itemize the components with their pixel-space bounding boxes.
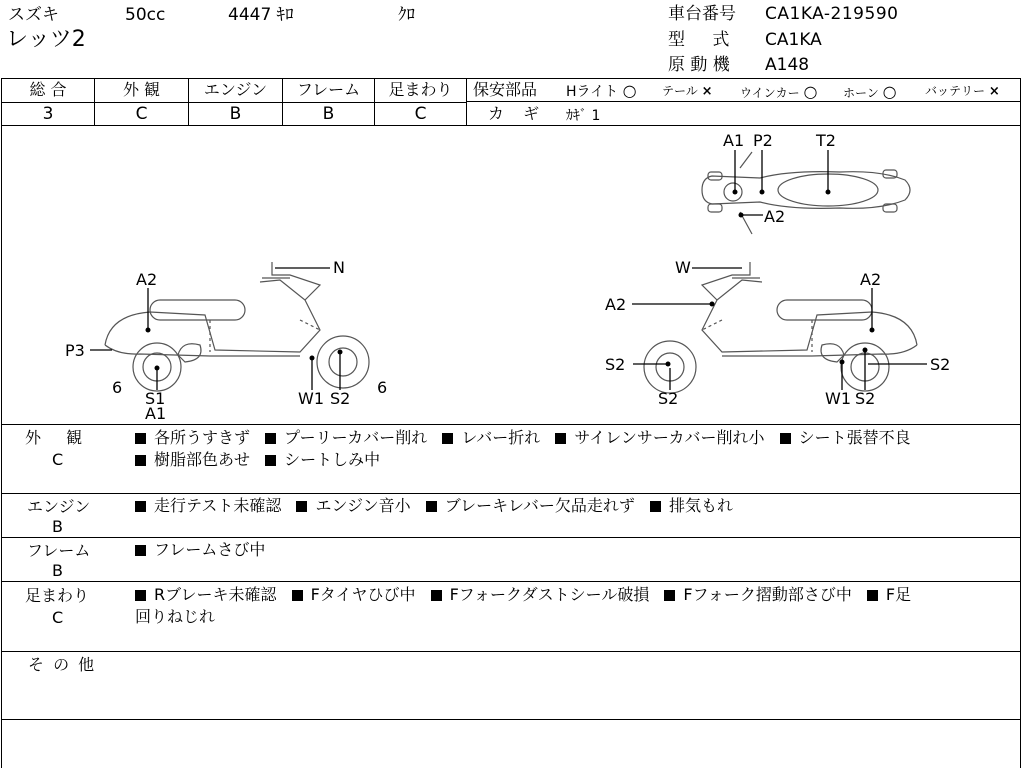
- frame-number-label: 車台番号: [668, 4, 736, 24]
- remark-item: Fフォーク摺動部さび中: [664, 585, 851, 604]
- displacement: 50cc: [125, 5, 166, 25]
- remark-line: [135, 539, 275, 561]
- damage-marker: [739, 213, 744, 218]
- left-leaders: [90, 268, 340, 390]
- label-right-a2-left: A2: [605, 295, 627, 314]
- damage-marker: [666, 362, 671, 367]
- damage-marker: [146, 328, 151, 333]
- divider-remark: [1, 651, 1021, 652]
- grade-header-exterior: 外 観: [122, 80, 161, 99]
- engine-type-label: 原 動 機: [668, 55, 730, 75]
- remark-line: [135, 584, 921, 606]
- label-right-a2-right: A2: [860, 270, 882, 289]
- label-top-a1: A1: [723, 131, 745, 150]
- label-right-s2-left: S2: [605, 355, 626, 374]
- remark-item: 回りねじれ: [135, 607, 216, 626]
- label-right-s2-right: S2: [930, 355, 951, 374]
- remark-item: フレームさび中: [135, 540, 265, 559]
- engine-type-value: A148: [765, 55, 810, 75]
- remark-line: [135, 606, 215, 628]
- grade-value-suspension: C: [414, 104, 427, 124]
- divider-diagram-bottom: [1, 424, 1021, 425]
- remark-item: Rブレーキ未確認: [135, 585, 276, 604]
- divider-remark: [1, 537, 1021, 538]
- remark-grade-engine: B: [52, 517, 63, 536]
- label-left-6-left: 6: [112, 378, 123, 397]
- divider-remark: [1, 719, 1021, 720]
- type-label: 型 式: [668, 30, 730, 50]
- label-left-s2: S2: [330, 389, 351, 408]
- key-value: ｶｷﾞ 1: [566, 108, 601, 124]
- remark-item: シート張替不良: [780, 428, 911, 447]
- remark-grade-frame: B: [52, 561, 63, 580]
- remark-item: F足: [867, 585, 911, 604]
- grade-header-suspension: 足まわり: [388, 80, 453, 99]
- remark-label-exterior: 外 観: [25, 428, 83, 447]
- safety-item-horn: ホーン ○: [843, 82, 897, 101]
- remark-item: サイレンサーカバー削れ小: [555, 428, 764, 447]
- damage-marker: [338, 350, 343, 355]
- damage-marker: [826, 190, 831, 195]
- label-top-t2: T2: [816, 131, 836, 150]
- label-top-a2: A2: [764, 207, 786, 226]
- color: ｸﾛ: [398, 5, 415, 25]
- remark-item: 樹脂部色あせ: [135, 450, 250, 469]
- safety-item-headlight: Hライト ○: [566, 81, 637, 100]
- remark-item: シートしみ中: [265, 450, 380, 469]
- grade-value-overall: 3: [42, 104, 54, 124]
- remark-label-engine: エンジン: [27, 497, 91, 516]
- label-left-s1: S1: [145, 389, 166, 408]
- grade-value-frame: B: [322, 104, 335, 124]
- remark-label-suspension: 足まわり: [25, 586, 90, 605]
- label-left-p3: P3: [65, 341, 85, 360]
- safety-item-tail: テール ×: [662, 84, 713, 99]
- remark-item: 走行テスト未確認: [135, 496, 281, 515]
- divider-remark: [1, 493, 1021, 494]
- damage-marker: [733, 190, 738, 195]
- damage-marker: [310, 356, 315, 361]
- label-right-w: W: [675, 258, 691, 277]
- remark-grade-exterior: C: [52, 450, 64, 469]
- label-right-w1: W1: [825, 389, 851, 408]
- grade-header-overall: 総 合: [29, 80, 67, 99]
- divider-remark: [1, 581, 1021, 582]
- grade-header-engine: エンジン: [203, 80, 268, 99]
- remark-item: 排気もれ: [650, 496, 733, 515]
- damage-marker: [760, 190, 765, 195]
- label-right-s2-mid: S2: [855, 389, 876, 408]
- remark-line: [135, 449, 390, 471]
- remark-item: レバー折れ: [442, 428, 540, 447]
- remark-label-other: そ の 他: [28, 655, 95, 674]
- damage-marker: [840, 360, 845, 365]
- grade-value-engine: B: [229, 104, 242, 124]
- remark-grade-suspension: C: [52, 608, 64, 627]
- label-left-a2: A2: [136, 270, 158, 289]
- label-top-p2: P2: [753, 131, 773, 150]
- key-label: カ ギ: [488, 104, 540, 123]
- damage-marker: [870, 328, 875, 333]
- label-left-w1: W1: [298, 389, 324, 408]
- label-right-s2-bottom: S2: [658, 389, 679, 408]
- remark-label-frame: フレーム: [27, 541, 91, 560]
- grade-header-frame: フレーム: [296, 80, 361, 99]
- safety-label: 保安部品: [473, 80, 538, 99]
- grade-value-exterior: C: [135, 104, 148, 124]
- remark-line: [135, 427, 921, 449]
- right-leaders: [632, 268, 927, 390]
- divider-safety: [467, 101, 1021, 102]
- label-left-a1: A1: [145, 404, 167, 423]
- safety-item-turn-signal: ウインカー ○: [740, 82, 818, 101]
- remark-item: Fタイヤひび中: [292, 585, 416, 604]
- damage-diagram: [0, 126, 1024, 424]
- damage-marker: [863, 348, 868, 353]
- damage-marker: [155, 366, 160, 371]
- remark-item: ブレーキレバー欠品走れず: [426, 496, 635, 515]
- frame-number-value: CA1KA-219590: [765, 4, 899, 24]
- label-left-n: N: [333, 258, 345, 277]
- safety-item-battery: バッテリー ×: [925, 84, 1000, 99]
- remark-item: エンジン音小: [296, 496, 410, 515]
- label-left-6-right: 6: [377, 378, 388, 397]
- remark-line: [135, 495, 743, 517]
- model-name: レッツ2: [6, 27, 86, 52]
- maker: スズキ: [8, 5, 59, 25]
- grade-col-divider: [466, 78, 467, 125]
- damage-marker: [710, 302, 715, 307]
- divider-top: [1, 78, 1021, 79]
- remark-item: プーリーカバー削れ: [265, 428, 427, 447]
- remark-item: Fフォークダストシール破損: [431, 585, 650, 604]
- remark-item: 各所うすきず: [135, 428, 250, 447]
- type-value: CA1KA: [765, 30, 822, 50]
- mileage: 4447 ｷﾛ: [228, 5, 294, 25]
